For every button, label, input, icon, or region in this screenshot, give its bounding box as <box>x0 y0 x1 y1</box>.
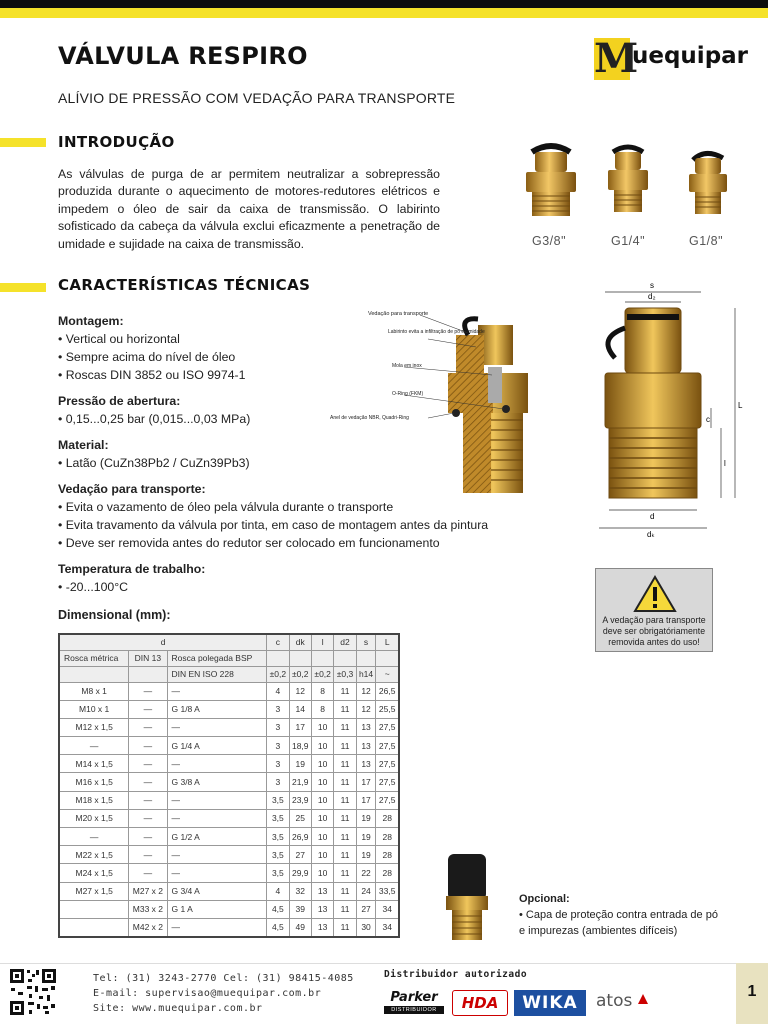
header-cell: dk <box>289 634 311 650</box>
table-cell: M27 x 1,5 <box>59 882 129 900</box>
header-cell <box>376 650 399 666</box>
table-cell: 10 <box>311 773 333 791</box>
table-cell: — <box>167 718 267 736</box>
spec-title-vedacao: Vedação para transporte: <box>58 482 206 496</box>
logo-initial: M <box>594 35 639 82</box>
table-cell: 25 <box>289 809 311 827</box>
table-row <box>59 809 399 827</box>
contact-site[interactable]: Site: www.muequipar.com.br <box>93 1003 263 1014</box>
header-cell: ±0,2 <box>311 666 333 682</box>
table-cell: 8 <box>311 682 333 700</box>
brand-hda-name: HDA <box>461 994 499 1012</box>
table-row <box>59 900 399 918</box>
table-cell: M24 x 1,5 <box>59 864 129 882</box>
table-header-row <box>59 666 399 682</box>
table-cell: M10 x 1 <box>59 700 129 718</box>
table-cell: 39 <box>289 900 311 918</box>
spec-item: • Evita travamento da válvula por tinta, em caso de montagem antes da pintura <box>58 518 489 532</box>
contact-phone: Tel: (31) 3243-2770 Cel: (31) 98415-4085 <box>93 973 354 984</box>
table-cell: — <box>167 755 267 773</box>
table-cell: 28 <box>376 828 399 846</box>
table-cell: M20 x 1,5 <box>59 809 129 827</box>
spec-item: • Roscas DIN 3852 ou ISO 9974-1 <box>58 368 246 382</box>
table-cell: 3,5 <box>267 791 289 809</box>
table-cell: 11 <box>334 828 356 846</box>
section-marker-intro <box>0 138 46 147</box>
table-row <box>59 718 399 736</box>
table-cell: — <box>129 737 167 755</box>
table-cell: M12 x 1,5 <box>59 718 129 736</box>
table-cell: — <box>167 791 267 809</box>
table-cell: 21,9 <box>289 773 311 791</box>
spec-item: • Deve ser removida antes do redutor ser colocado em funcionamento <box>58 536 440 550</box>
table-cell: 10 <box>311 755 333 773</box>
table-cell: M42 x 2 <box>129 918 167 936</box>
valve-photo-g14 <box>603 140 653 224</box>
table-cell: 3 <box>267 737 289 755</box>
table-cell: 13 <box>356 755 376 773</box>
table-cell: 11 <box>334 900 356 918</box>
header-cell: DIN EN ISO 228 <box>167 666 267 682</box>
table-cell: 11 <box>334 737 356 755</box>
table-cell: — <box>129 700 167 718</box>
header-cell: h14 <box>356 666 376 682</box>
table-cell: 11 <box>334 791 356 809</box>
table-row <box>59 864 399 882</box>
table-row <box>59 773 399 791</box>
table-row <box>59 737 399 755</box>
distributor-label: Distribuidor autorizado <box>384 969 528 980</box>
valve-photo-g38 <box>518 140 584 224</box>
warning-icon <box>633 575 677 613</box>
table-cell: 17 <box>289 718 311 736</box>
brand-parker-name: Parker <box>390 990 438 1005</box>
table-cell: M33 x 2 <box>129 900 167 918</box>
table-cell: 11 <box>334 773 356 791</box>
warning-box <box>595 568 713 652</box>
dim-label-s: s <box>650 281 654 290</box>
table-row <box>59 700 399 718</box>
table-cell: 33,5 <box>376 882 399 900</box>
contact-email[interactable]: E-mail: supervisao@muequipar.com.br <box>93 988 322 999</box>
table-cell: 10 <box>311 718 333 736</box>
table-cell: 10 <box>311 737 333 755</box>
header-cell: ±0,3 <box>334 666 356 682</box>
spec-title-material: Material: <box>58 438 109 452</box>
page-number: 1 <box>747 983 757 1000</box>
header-cell: s <box>356 634 376 650</box>
table-cell: 28 <box>376 864 399 882</box>
intro-text: As válvulas de purga de ar permitem neutralizar a sobrepressão produzida durante o aquecimento de motores-redutores elétricos e impedem o óleo de sair da caixa de transmissão. O labirinto sofisticado da cabeça da válvula exclui eficazmente a penetração de umidade e sujidade na caixa de transmissão. <box>58 167 440 251</box>
table-cell: 12 <box>289 682 311 700</box>
spec-item: • -20...100°C <box>58 580 129 594</box>
product-label-g14: G1/4" <box>611 234 646 248</box>
qr-code-icon[interactable] <box>9 968 57 1016</box>
table-cell: 3 <box>267 773 289 791</box>
brand-parker-tag: DISTRIBUIDOR <box>384 1006 444 1014</box>
table-cell: 13 <box>311 900 333 918</box>
product-label-g38: G3/8" <box>532 234 567 248</box>
spec-title-temperatura: Temperatura de trabalho: <box>58 562 206 576</box>
table-row <box>59 828 399 846</box>
table-cell: — <box>129 682 167 700</box>
table-cell: 3,5 <box>267 864 289 882</box>
table-cell: 22 <box>356 864 376 882</box>
table-cell: 11 <box>334 809 356 827</box>
label-labyrinth: Labirinto evita a infiltração de pó e umidade <box>388 329 485 335</box>
optional-note <box>519 891 719 939</box>
table-cell: — <box>129 718 167 736</box>
cap-photo <box>440 852 494 944</box>
table-cell: — <box>59 737 129 755</box>
dim-label-l: l <box>724 459 726 468</box>
table-cell: 27,5 <box>376 773 399 791</box>
brand-atos <box>596 990 640 1016</box>
table-cell: — <box>129 809 167 827</box>
dim-label-d: d <box>650 512 655 521</box>
header-cell: DIN 13 <box>129 650 167 666</box>
header-cell <box>311 650 333 666</box>
table-cell: 19 <box>356 828 376 846</box>
spec-item: • Evita o vazamento de óleo pela válvula durante o transporte <box>58 500 394 514</box>
header-cell: ±0,2 <box>267 666 289 682</box>
table-cell: G 1 A <box>167 900 267 918</box>
header-cell <box>356 650 376 666</box>
header-cell <box>59 666 129 682</box>
table-cell: G 3/8 A <box>167 773 267 791</box>
header-cell: d <box>59 634 267 650</box>
table-cell: 13 <box>311 918 333 936</box>
label-oring: O-Ring (FKM) <box>392 391 424 397</box>
header-cell <box>267 650 289 666</box>
table-cell: G 3/4 A <box>167 882 267 900</box>
table-cell: 3 <box>267 700 289 718</box>
brand-wika <box>514 990 586 1016</box>
table-cell: M22 x 1,5 <box>59 846 129 864</box>
table-cell: 4,5 <box>267 918 289 936</box>
product-label-g18: G1/8" <box>689 234 724 248</box>
optional-title: Opcional: <box>519 893 570 905</box>
table-cell: M27 x 2 <box>129 882 167 900</box>
table-cell: 17 <box>356 791 376 809</box>
top-yellow-bar <box>0 8 768 18</box>
table-header-row <box>59 650 399 666</box>
table-cell: M16 x 1,5 <box>59 773 129 791</box>
brand-wika-name: WIKA <box>522 993 578 1013</box>
table-cell: 30 <box>356 918 376 936</box>
table-cell <box>59 918 129 936</box>
table-cell: 29,9 <box>289 864 311 882</box>
page-subtitle: ALÍVIO DE PRESSÃO COM VEDAÇÃO PARA TRANSPORTE <box>58 90 456 106</box>
table-row <box>59 755 399 773</box>
table-cell: 11 <box>334 682 356 700</box>
table-cell: 3,5 <box>267 846 289 864</box>
table-row <box>59 682 399 700</box>
table-body <box>59 682 399 937</box>
table-cell: 18,9 <box>289 737 311 755</box>
table-cell: 10 <box>311 828 333 846</box>
table-cell: 27 <box>356 900 376 918</box>
page-title: VÁLVULA RESPIRO <box>58 42 308 70</box>
table-cell: 11 <box>334 718 356 736</box>
table-cell: — <box>167 809 267 827</box>
table-cell: 32 <box>289 882 311 900</box>
table-row <box>59 846 399 864</box>
table-cell: 27,5 <box>376 791 399 809</box>
brand-parker <box>384 990 444 1016</box>
table-header-row <box>59 634 399 650</box>
dim-label-d2: d₂ <box>648 292 656 301</box>
table-cell: — <box>129 846 167 864</box>
table-cell: 11 <box>334 864 356 882</box>
table-cell: 11 <box>334 882 356 900</box>
intro-heading: INTRODUÇÃO <box>58 133 175 151</box>
header-cell: Rosca métrica <box>59 650 129 666</box>
dim-label-c: c <box>706 415 710 424</box>
brand-hda <box>452 990 508 1016</box>
header-cell: L <box>376 634 399 650</box>
dimension-drawing <box>585 278 760 543</box>
header-cell: ~ <box>376 666 399 682</box>
table-cell: 11 <box>334 700 356 718</box>
table-cell: 4 <box>267 882 289 900</box>
footer-divider <box>0 963 768 964</box>
table-cell: 3,5 <box>267 809 289 827</box>
table-cell: — <box>167 864 267 882</box>
spec-title-pressao: Pressão de abertura: <box>58 394 181 408</box>
table-cell: 3 <box>267 755 289 773</box>
table-cell: 3,5 <box>267 828 289 846</box>
dimension-table <box>58 633 400 938</box>
table-cell: 27,5 <box>376 718 399 736</box>
table-cell: — <box>59 828 129 846</box>
header-cell <box>289 650 311 666</box>
table-cell: 10 <box>311 864 333 882</box>
header-cell: l <box>311 634 333 650</box>
table-cell: 4,5 <box>267 900 289 918</box>
valve-photo-g18 <box>683 140 733 224</box>
table-cell: 26,5 <box>376 682 399 700</box>
table-cell: 4 <box>267 682 289 700</box>
table-cell: 10 <box>311 809 333 827</box>
table-cell: 27,5 <box>376 737 399 755</box>
optional-text: • Capa de proteção contra entrada de pó e impurezas (ambientes difíceis) <box>519 909 718 937</box>
company-logo <box>594 35 754 82</box>
table-cell: — <box>129 791 167 809</box>
header-cell: c <box>267 634 289 650</box>
table-cell: 11 <box>334 755 356 773</box>
label-transport-seal: Vedação para transporte <box>368 311 429 317</box>
table-cell: 19 <box>289 755 311 773</box>
contact-info <box>93 971 354 1016</box>
table-cell: — <box>129 773 167 791</box>
table-cell: M18 x 1,5 <box>59 791 129 809</box>
table-cell: 28 <box>376 846 399 864</box>
spec-title-montagem: Montagem: <box>58 314 124 328</box>
spec-item: • Sempre acima do nível de óleo <box>58 350 236 364</box>
specs-heading: CARACTERÍSTICAS TÉCNICAS <box>58 276 311 294</box>
table-cell: 10 <box>311 791 333 809</box>
table-cell: 3 <box>267 718 289 736</box>
table-cell: 24 <box>356 882 376 900</box>
header-cell <box>129 666 167 682</box>
table-cell <box>59 900 129 918</box>
table-cell: 8 <box>311 700 333 718</box>
table-cell: 26,9 <box>289 828 311 846</box>
table-cell: 25,5 <box>376 700 399 718</box>
spec-item: • Vertical ou horizontal <box>58 332 180 346</box>
spec-item: • 0,15...0,25 bar (0,015...0,03 MPa) <box>58 412 251 426</box>
cutaway-diagram <box>328 305 558 505</box>
section-marker-specs <box>0 283 46 292</box>
table-cell: 49 <box>289 918 311 936</box>
dim-label-dk: dₖ <box>647 530 655 539</box>
table-cell: — <box>129 755 167 773</box>
table-cell: M8 x 1 <box>59 682 129 700</box>
table-cell: — <box>129 864 167 882</box>
table-cell: 12 <box>356 682 376 700</box>
table-cell: G 1/4 A <box>167 737 267 755</box>
table-cell: 13 <box>356 737 376 755</box>
table-row <box>59 918 399 936</box>
dimensional-heading: Dimensional (mm): <box>58 608 171 622</box>
warning-text: A vedação para transporte deve ser obrigatóriamente removida antes do uso! <box>602 615 706 647</box>
brand-atos-name: atos <box>596 991 633 1011</box>
table-cell: 28 <box>376 809 399 827</box>
header-cell: ±0,2 <box>289 666 311 682</box>
label-seal-ring: Anel de vedação NBR, Quadri-Ring <box>330 415 409 421</box>
top-black-bar <box>0 0 768 8</box>
table-cell: 13 <box>311 882 333 900</box>
table-cell: 11 <box>334 918 356 936</box>
logo-wordmark: uequipar <box>632 43 749 69</box>
spec-item: • Latão (CuZn38Pb2 / CuZn39Pb3) <box>58 456 250 470</box>
table-cell: 19 <box>356 809 376 827</box>
table-cell: 34 <box>376 900 399 918</box>
header-cell: Rosca polegada BSP <box>167 650 267 666</box>
table-cell: 14 <box>289 700 311 718</box>
header-cell <box>334 650 356 666</box>
table-cell: 10 <box>311 846 333 864</box>
table-cell: 17 <box>356 773 376 791</box>
table-cell: — <box>167 846 267 864</box>
table-cell: 27,5 <box>376 755 399 773</box>
table-row <box>59 882 399 900</box>
table-cell: 23,9 <box>289 791 311 809</box>
table-cell: M14 x 1,5 <box>59 755 129 773</box>
table-cell: 27 <box>289 846 311 864</box>
table-cell: — <box>167 918 267 936</box>
table-cell: 34 <box>376 918 399 936</box>
label-spring: Mola em inox <box>392 363 422 369</box>
table-cell: G 1/2 A <box>167 828 267 846</box>
table-cell: — <box>167 682 267 700</box>
table-row <box>59 791 399 809</box>
table-cell: G 1/8 A <box>167 700 267 718</box>
header-cell: d2 <box>334 634 356 650</box>
dim-label-L: L <box>738 401 743 410</box>
table-cell: 19 <box>356 846 376 864</box>
table-cell: 13 <box>356 718 376 736</box>
table-cell: 11 <box>334 846 356 864</box>
table-cell: 12 <box>356 700 376 718</box>
atos-triangle-icon <box>638 994 648 1004</box>
table-cell: — <box>129 828 167 846</box>
